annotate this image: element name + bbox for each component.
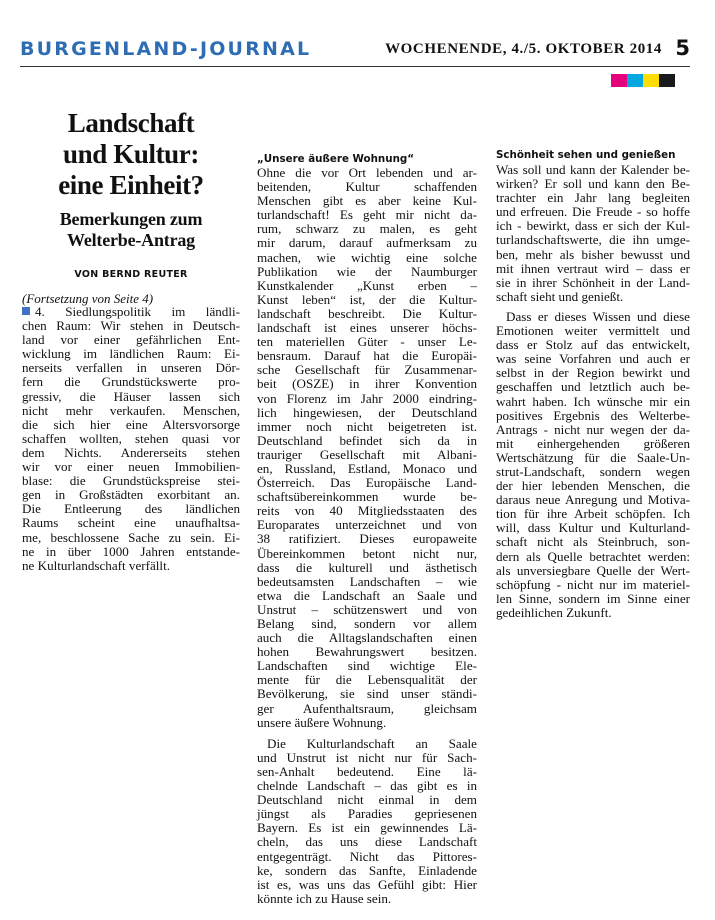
text-line: Die Entleerung des ländlichen — [22, 501, 240, 517]
print-mark-yellow — [643, 74, 659, 87]
text-line: Unstrut – schützenswert und von — [257, 601, 477, 617]
text-line: schaftsübereinkommen wurde be- — [257, 489, 477, 505]
text-line: Übereinkommen betont nicht nur, — [257, 545, 477, 561]
article-headline — [22, 108, 240, 201]
text-line: sie in ihrer Schönheit in der Land- — [496, 274, 690, 290]
text-line: Die Kulturlandschaft an Saale — [267, 735, 477, 751]
text-line: Deutschland befindet sich da in — [257, 432, 477, 448]
text-line: trauriger Gesellschaft mit Albani- — [257, 446, 477, 462]
header-rule — [20, 66, 690, 67]
headline-line: und Kultur: — [63, 139, 199, 169]
text-line: und Unstrut ist nicht nur für Sach- — [257, 749, 477, 765]
text-line: dem Nichts. Andererseits stehen — [22, 444, 240, 460]
text-line: fern die Grundstückswerte pro- — [22, 374, 240, 390]
text-line: rum, schwarz zu malen, es geht — [257, 221, 477, 237]
text-line: gedeihlichen Zukunft. — [496, 604, 612, 620]
text-line: Wertschätzung für die Saale-Un- — [496, 449, 690, 465]
section-logo: BURGENLAND-JOURNAL — [20, 38, 312, 60]
text-line: trachter ein Jahr lang begleiten — [496, 190, 690, 206]
text-line: hohen Bewahrungswert besitzen. — [257, 644, 477, 660]
text-line: Kunst leben“ ist, der die Kultur- — [257, 291, 477, 307]
paragraph-marker-icon — [22, 307, 30, 315]
text-line: als unversiegbare Quelle der Wert- — [496, 562, 690, 578]
text-line: strut-Landschaft, sondern wegen — [496, 463, 690, 479]
text-line: chen Raum: Wir stehen in Deutsch- — [22, 318, 240, 334]
subheadline-line: Bemerkungen zum — [59, 209, 203, 229]
text-line: ne Kulturlandschaft verfällt. — [22, 557, 170, 573]
text-line: nerseits verfallen in unseren Dör- — [22, 360, 240, 376]
text-line: me, beschlossene Sache zu sein. Ei- — [22, 529, 240, 545]
text-line: turlandschaft! Es geht mir nicht da- — [257, 207, 477, 223]
text-line: selbst in der Region bewirkt und — [496, 365, 690, 381]
print-mark-magenta — [611, 74, 627, 87]
text-line: machen, wie wichtig eine solche — [257, 249, 477, 265]
text-line: wicklung im ländlichen Raum: Ei- — [22, 346, 240, 362]
text-line: tion für ihre Arbeit schöpfen. Ich — [496, 506, 690, 522]
text-line: dass die kulturell und ästhetisch — [257, 559, 477, 575]
page-header — [20, 38, 690, 68]
text-line: dass er Stolz auf das entwickelt, — [496, 337, 690, 353]
text-line: und erfreuen. Die Freude - so hoffe — [496, 204, 690, 220]
subheadline-line: Welterbe-Antrag — [67, 230, 195, 250]
text-line: schaft nicht als Steinbruch, son- — [496, 534, 690, 550]
column-2-body — [257, 166, 477, 906]
text-line: wirken? Er soll und kann den Be- — [496, 176, 690, 192]
text-line: Europarates unterzeichnet und von — [257, 517, 477, 533]
text-line: Ohne die vor Ort lebenden und ar- — [257, 165, 477, 180]
text-line: reits von 40 Mitgliedsstaaten des — [257, 503, 477, 519]
text-line: beitenden, Kultur schaffenden — [257, 179, 477, 195]
text-line: nicht mehr verkaufen. Menschen, — [22, 402, 240, 418]
text-line: daraus neue Anregung und Motiva- — [496, 492, 690, 508]
headline-line: eine Einheit? — [58, 170, 204, 200]
text-line: bensraum. Darauf hat die Europäi- — [257, 348, 477, 364]
text-line: schaffen wollten, stehen quasi vor — [22, 430, 240, 446]
text-line: landschaft ist eines unserer höchs- — [257, 320, 477, 336]
column-3-body — [496, 163, 690, 620]
text-line: Bayern. Es ist ein gewinnendes Lä- — [257, 820, 477, 836]
issue-date: WOCHENENDE, 4./5. OKTOBER 2014 — [385, 41, 662, 57]
text-line: mit einhergehenden größeren — [496, 435, 690, 451]
text-line: mit ihnen vertraut wird – dass er — [496, 260, 690, 276]
text-line: lich hingewiesen, der Deutschland — [257, 404, 477, 420]
text-line: jüngst als Paradies gepriesenen — [257, 806, 477, 822]
text-line: bedeutsamsten Landschaften – wie — [257, 573, 477, 589]
text-line: turlandschaftswerte, die ihn umge- — [496, 232, 690, 248]
text-line: ten materiellen Güter - unser Le- — [257, 334, 477, 350]
text-line: Kunstkalender „Kunst erben – — [257, 277, 477, 293]
text-line: land vor einer gefährlichen Ent- — [22, 332, 240, 348]
text-line: schöpfung - nicht nur im materiel- — [496, 576, 690, 592]
text-line: wahrt haben. Ich wünsche mir ein — [496, 393, 690, 409]
text-line: ist es, was uns das Gefühl gibt: Hier — [257, 876, 477, 892]
text-line: 38 ratifiziert. Dieses europaweite — [257, 531, 477, 547]
text-line: ich - bewirkt, dass er sich der Kul- — [496, 218, 690, 234]
text-line: Raums scheint eine unaufhaltsa- — [22, 515, 240, 531]
text-line: gressiv, die Häuser lassen sich — [22, 388, 240, 404]
byline: VON BERND REUTER — [74, 269, 188, 280]
text-line: cheln, das uns diese Landschaft — [257, 834, 477, 850]
text-line: auch die Alltagslandschaften einen — [257, 630, 477, 646]
text-line: entgegenträgt. Nicht das Pittores- — [257, 848, 477, 864]
text-line: blase: die Grundstückspreise stei- — [22, 473, 240, 489]
text-line: ke, sondern das Sanfte, Einladende — [257, 862, 477, 878]
print-color-marks — [611, 74, 675, 87]
text-line: Österreich. Das Europäische Land- — [257, 475, 477, 491]
text-line: dern als Quelle betrachtet werden: — [496, 548, 690, 564]
text-line: von Florenz im Jahr 2000 eindring- — [257, 390, 477, 406]
column-1 — [22, 305, 240, 573]
text-line: Belang sind, sondern vor allem — [257, 616, 477, 631]
text-line: 4. Siedlungspolitik im ländli- — [22, 305, 240, 319]
text-line: wir vor einer neuen Immobilien- — [22, 459, 240, 475]
text-line: en, Russland, Estland, Monaco und — [257, 460, 477, 476]
text-line: Bevölkerung, sie sind unser ständi- — [257, 686, 477, 702]
text-line: landschaft beschreibt. Die Kultur- — [257, 305, 477, 321]
text-line: Antrags - nicht nur wegen der da- — [496, 421, 690, 437]
text-line: etwa die Landschaft an Saale und — [257, 587, 477, 603]
print-mark-black — [659, 74, 675, 87]
page-number: 5 — [675, 36, 690, 60]
text-line: Was soll und kann der Kalender be- — [496, 162, 690, 177]
text-line: len Sinne, sondern im Sinne einer — [496, 590, 690, 606]
text-line: geschaffen und letztlich auch be- — [496, 379, 690, 395]
continued-note: (Fortsetzung von Seite 4) — [22, 291, 154, 306]
text-line: will, dass Kultur und Kulturland- — [496, 520, 690, 536]
text-line: Publikation wie der Naumburger — [257, 263, 477, 279]
print-mark-cyan — [627, 74, 643, 87]
text-line: der hier lebenden Menschen, die — [496, 478, 690, 494]
text-line: gen in Großstädten exorbitant an. — [22, 487, 240, 503]
text-line: mir darum, darauf aufmerksam zu — [257, 235, 477, 251]
column-3-heading: Schönheit sehen und genießen — [496, 149, 676, 161]
text-line: ne in über 1000 Jahren entstande- — [22, 543, 240, 559]
text-line: ben, mehr als bisher bewusst und — [496, 246, 690, 262]
text-line: schaft sieht und genießt. — [496, 288, 624, 304]
text-line: sen-Anhalt bedeutend. Eine lä- — [257, 763, 477, 779]
text-line: positives Ergebnis des Welterbe- — [496, 407, 690, 423]
text-line: unsere äußere Wohnung. — [257, 714, 387, 730]
article-subheadline — [22, 209, 240, 251]
text-line: Dass er dieses Wissen und diese — [506, 308, 690, 324]
text-line: chelnde Landschaft – das gibt es in — [257, 778, 477, 794]
text-line: Deutschland nicht einmal in dem — [257, 792, 477, 808]
text-line: könnte ich zu Hause sein. — [257, 890, 392, 906]
text-line: Emotionen weiter vermittelt und — [496, 323, 690, 339]
text-line: immer noch nicht beigetreten ist. — [257, 418, 477, 434]
text-line: beit (OSZE) in ihrer Konvention — [257, 376, 477, 392]
column-2-heading: „Unsere äußere Wohnung“ — [257, 153, 415, 165]
headline-line: Landschaft — [67, 108, 195, 138]
text-line: sche Gesellschaft für Zusammenar- — [257, 362, 477, 378]
text-line: mente für die Lebensqualität der — [257, 672, 477, 688]
text-line: was seine Vorfahren und auch er — [496, 351, 690, 367]
text-line: Menschen gibt es aber keine Kul- — [257, 193, 477, 209]
text-line: Landschaften sind wichtige Ele- — [257, 658, 477, 674]
text-line: die sich hier eine Altersvorsorge — [22, 416, 240, 432]
text-line: ger Aufenthaltsraum, gleichsam — [257, 700, 477, 716]
